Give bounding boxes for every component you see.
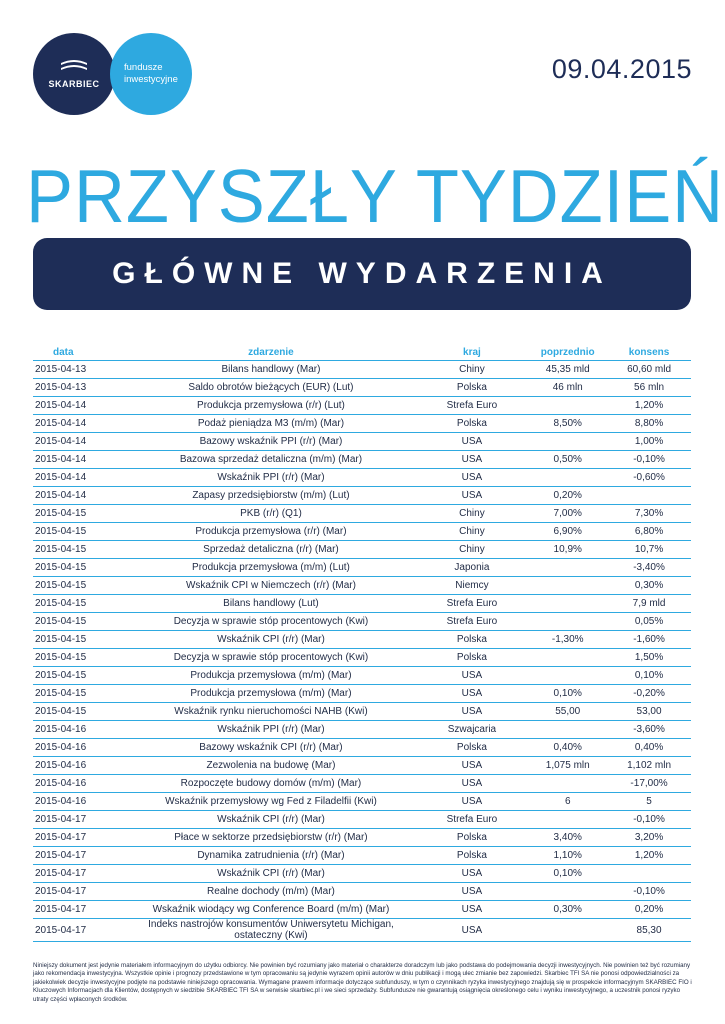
table-row [33, 523, 691, 541]
cell-date: 2015-04-15 [33, 631, 126, 649]
cell-country: USA [416, 487, 529, 505]
cell-date: 2015-04-17 [33, 865, 126, 883]
cell-event: PKB (r/r) (Q1) [126, 505, 415, 523]
table-row [33, 613, 691, 631]
cell-event: Realne dochody (m/m) (Mar) [126, 883, 415, 901]
cell-previous [528, 559, 607, 577]
cell-country: USA [416, 793, 529, 811]
table-row [33, 919, 691, 942]
cell-date: 2015-04-15 [33, 595, 126, 613]
cell-date: 2015-04-16 [33, 775, 126, 793]
cell-previous [528, 649, 607, 667]
table-row [33, 361, 691, 379]
table-row [33, 397, 691, 415]
cell-event: Produkcja przemysłowa (m/m) (Lut) [126, 559, 415, 577]
cell-consensus: 1,00% [607, 433, 691, 451]
table-header-row [33, 344, 691, 361]
cell-date: 2015-04-13 [33, 379, 126, 397]
cell-previous [528, 595, 607, 613]
cell-event: Produkcja przemysłowa (r/r) (Mar) [126, 523, 415, 541]
cell-consensus: 0,05% [607, 613, 691, 631]
cell-previous: 55,00 [528, 703, 607, 721]
cell-date: 2015-04-15 [33, 613, 126, 631]
cell-country: Polska [416, 739, 529, 757]
cell-consensus: 0,20% [607, 901, 691, 919]
cell-country: Chiny [416, 361, 529, 379]
cell-date: 2015-04-17 [33, 919, 126, 942]
cell-date: 2015-04-14 [33, 469, 126, 487]
cell-event: Wskaźnik CPI (r/r) (Mar) [126, 631, 415, 649]
cell-country: USA [416, 667, 529, 685]
cell-country: Niemcy [416, 577, 529, 595]
cell-previous: 8,50% [528, 415, 607, 433]
cell-country: USA [416, 865, 529, 883]
table-row [33, 793, 691, 811]
cell-date: 2015-04-16 [33, 757, 126, 775]
cell-previous [528, 721, 607, 739]
cell-consensus: 60,60 mld [607, 361, 691, 379]
cell-country: USA [416, 775, 529, 793]
cell-event: Wskaźnik CPI (r/r) (Mar) [126, 811, 415, 829]
cell-consensus: 7,9 mld [607, 595, 691, 613]
cell-event: Bazowy wskaźnik CPI (r/r) (Mar) [126, 739, 415, 757]
table-row [33, 667, 691, 685]
table-row [33, 451, 691, 469]
cell-date: 2015-04-15 [33, 523, 126, 541]
cell-consensus: -3,40% [607, 559, 691, 577]
skarbiec-logo [33, 33, 115, 115]
cell-date: 2015-04-17 [33, 901, 126, 919]
cell-event: Płace w sektorze przedsiębiorstw (r/r) (Mar) [126, 829, 415, 847]
cell-date: 2015-04-15 [33, 667, 126, 685]
cell-country: Chiny [416, 505, 529, 523]
cell-previous: 0,30% [528, 901, 607, 919]
cell-event: Rozpoczęte budowy domów (m/m) (Mar) [126, 775, 415, 793]
cell-event: Bazowa sprzedaż detaliczna (m/m) (Mar) [126, 451, 415, 469]
cell-country: USA [416, 703, 529, 721]
cell-consensus: 8,80% [607, 415, 691, 433]
table-row [33, 541, 691, 559]
cell-country: USA [416, 883, 529, 901]
table-row [33, 577, 691, 595]
table-row [33, 757, 691, 775]
funds-badge [110, 33, 192, 115]
cell-consensus: 6,80% [607, 523, 691, 541]
cell-consensus: 56 mln [607, 379, 691, 397]
cell-previous [528, 397, 607, 415]
skarbiec-logo-icon [59, 59, 89, 75]
cell-country: Polska [416, 631, 529, 649]
cell-country: Polska [416, 379, 529, 397]
table-row [33, 595, 691, 613]
cell-event: Sprzedaż detaliczna (r/r) (Mar) [126, 541, 415, 559]
cell-country: Japonia [416, 559, 529, 577]
cell-event: Bazowy wskaźnik PPI (r/r) (Mar) [126, 433, 415, 451]
cell-country: USA [416, 451, 529, 469]
cell-date: 2015-04-16 [33, 739, 126, 757]
badge-line-1: fundusze [124, 62, 163, 73]
header-consensus: konsens [628, 346, 670, 358]
cell-previous: 6,90% [528, 523, 607, 541]
table-row [33, 721, 691, 739]
cell-date: 2015-04-14 [33, 487, 126, 505]
cell-event: Saldo obrotów bieżących (EUR) (Lut) [126, 379, 415, 397]
cell-country: Chiny [416, 523, 529, 541]
table-row [33, 559, 691, 577]
table-row [33, 631, 691, 649]
cell-date: 2015-04-13 [33, 361, 126, 379]
cell-event: Zapasy przedsiębiorstw (m/m) (Lut) [126, 487, 415, 505]
cell-previous: 1,075 mln [528, 757, 607, 775]
table-row [33, 865, 691, 883]
table-row [33, 847, 691, 865]
cell-consensus: 53,00 [607, 703, 691, 721]
cell-previous [528, 433, 607, 451]
cell-country: Polska [416, 415, 529, 433]
page-title: PRZYSZŁY TYDZIEŃ [26, 154, 725, 238]
cell-previous [528, 919, 607, 942]
header-date: data [53, 346, 74, 358]
table-row [33, 829, 691, 847]
cell-country: USA [416, 901, 529, 919]
cell-event: Indeks nastrojów konsumentów Uniwersytetu Michigan, ostateczny (Kwi) [126, 919, 415, 942]
cell-previous [528, 667, 607, 685]
cell-event: Wskaźnik przemysłowy wg Fed z Filadelfii (Kwi) [126, 793, 415, 811]
header-event: zdarzenie [248, 346, 294, 358]
table-body [33, 361, 691, 942]
report-date: 09.04.2015 [551, 54, 692, 84]
table-row [33, 379, 691, 397]
cell-event: Wskaźnik CPI w Niemczech (r/r) (Mar) [126, 577, 415, 595]
table-row [33, 469, 691, 487]
cell-consensus: -3,60% [607, 721, 691, 739]
cell-country: Strefa Euro [416, 811, 529, 829]
table-row [33, 433, 691, 451]
cell-date: 2015-04-14 [33, 397, 126, 415]
cell-previous [528, 775, 607, 793]
cell-previous [528, 613, 607, 631]
cell-consensus: 3,20% [607, 829, 691, 847]
cell-event: Wskaźnik PPI (r/r) (Mar) [126, 469, 415, 487]
cell-event: Produkcja przemysłowa (m/m) (Mar) [126, 685, 415, 703]
cell-country: USA [416, 685, 529, 703]
cell-previous [528, 811, 607, 829]
cell-country: Polska [416, 649, 529, 667]
logo-text: SKARBIEC [48, 79, 100, 89]
cell-event: Wskaźnik wiodący wg Conference Board (m/m) (Mar) [126, 901, 415, 919]
events-table [33, 344, 691, 942]
cell-event: Wskaźnik PPI (r/r) (Mar) [126, 721, 415, 739]
cell-consensus: 1,50% [607, 649, 691, 667]
cell-previous: 7,00% [528, 505, 607, 523]
table-row [33, 883, 691, 901]
cell-event: Wskaźnik rynku nieruchomości NAHB (Kwi) [126, 703, 415, 721]
cell-previous: 3,40% [528, 829, 607, 847]
cell-date: 2015-04-14 [33, 433, 126, 451]
cell-date: 2015-04-15 [33, 649, 126, 667]
cell-event: Decyzja w sprawie stóp procentowych (Kwi) [126, 613, 415, 631]
table-row [33, 901, 691, 919]
cell-consensus: -0,10% [607, 883, 691, 901]
header-previous: poprzednio [540, 346, 595, 358]
cell-event: Produkcja przemysłowa (m/m) (Mar) [126, 667, 415, 685]
cell-event: Zezwolenia na budowę (Mar) [126, 757, 415, 775]
cell-consensus: -0,60% [607, 469, 691, 487]
cell-date: 2015-04-15 [33, 559, 126, 577]
table-row [33, 649, 691, 667]
cell-previous [528, 577, 607, 595]
cell-country: Strefa Euro [416, 613, 529, 631]
cell-country: Szwajcaria [416, 721, 529, 739]
table-row [33, 775, 691, 793]
cell-country: USA [416, 919, 529, 942]
cell-previous: 1,10% [528, 847, 607, 865]
badge-line-2: inwestycyjne [124, 74, 178, 85]
cell-consensus [607, 865, 691, 883]
cell-date: 2015-04-15 [33, 703, 126, 721]
cell-previous: -1,30% [528, 631, 607, 649]
cell-date: 2015-04-15 [33, 505, 126, 523]
cell-event: Produkcja przemysłowa (r/r) (Lut) [126, 397, 415, 415]
cell-country: Chiny [416, 541, 529, 559]
table-row [33, 703, 691, 721]
cell-previous: 0,10% [528, 685, 607, 703]
cell-event: Wskaźnik CPI (r/r) (Mar) [126, 865, 415, 883]
cell-previous: 6 [528, 793, 607, 811]
cell-consensus: -0,10% [607, 811, 691, 829]
cell-consensus: -17,00% [607, 775, 691, 793]
cell-previous: 45,35 mld [528, 361, 607, 379]
cell-date: 2015-04-17 [33, 883, 126, 901]
cell-country: Polska [416, 847, 529, 865]
cell-consensus: -1,60% [607, 631, 691, 649]
cell-country: USA [416, 469, 529, 487]
cell-consensus: 5 [607, 793, 691, 811]
cell-consensus: 1,102 mln [607, 757, 691, 775]
cell-consensus: -0,20% [607, 685, 691, 703]
cell-previous: 0,10% [528, 865, 607, 883]
cell-event: Podaż pieniądza M3 (m/m) (Mar) [126, 415, 415, 433]
table-row [33, 811, 691, 829]
cell-consensus: 85,30 [607, 919, 691, 942]
cell-country: Strefa Euro [416, 595, 529, 613]
cell-event: Bilans handlowy (Mar) [126, 361, 415, 379]
header-country: kraj [463, 346, 481, 358]
cell-country: Strefa Euro [416, 397, 529, 415]
cell-event: Dynamika zatrudnienia (r/r) (Mar) [126, 847, 415, 865]
table-row [33, 685, 691, 703]
cell-consensus: -0,10% [607, 451, 691, 469]
cell-consensus [607, 487, 691, 505]
cell-date: 2015-04-15 [33, 541, 126, 559]
cell-date: 2015-04-16 [33, 721, 126, 739]
cell-consensus: 1,20% [607, 397, 691, 415]
cell-country: USA [416, 433, 529, 451]
cell-previous: 0,20% [528, 487, 607, 505]
table-row [33, 739, 691, 757]
cell-consensus: 1,20% [607, 847, 691, 865]
cell-event: Decyzja w sprawie stóp procentowych (Kwi) [126, 649, 415, 667]
table-row [33, 487, 691, 505]
cell-previous [528, 883, 607, 901]
cell-consensus: 0,10% [607, 667, 691, 685]
cell-previous: 10,9% [528, 541, 607, 559]
cell-date: 2015-04-17 [33, 847, 126, 865]
table-row [33, 505, 691, 523]
cell-consensus: 0,30% [607, 577, 691, 595]
cell-date: 2015-04-15 [33, 577, 126, 595]
disclaimer: Niniejszy dokument jest jedynie materiałem informacyjnym do użytku odbiorcy. Nie powinien być rozumiany jako materiał o charakterze doradczym lub jako podstawa do podejmowania decyzji inwestycyjnych. Nie powinien też być rozumiany jako rekomendacja inwestycyjna. Wszystkie opinie i prognozy przedstawione w tym opracowaniu są jedynie wyrazem opinii autorów w dniu publikacji i mogą ulec zmianie bez zapowiedzi. Skarbiec TFI SA nie ponosi odpowiedzialności za jakiekolwiek decyzje inwestycyjne podjęte na podstawie niniejszego opracowania. Wymagane prawem informacje dotyczące subfunduszy, w tym o czynnikach ryzyka inwestycyjnego znajdują się w prospekcie informacyjnym SKARBIEC FIO i Kluczowych Informacjach dla Klientów, dostępnych w siedzibie SKARBIEC TFI SA w serwisie skarbiec.pl i we sieci sprzedaży. Subfundusze nie gwarantują osiągnięcia określonego celu i wyniku inwestycyjnego, a uczestnik ponosi ryzyko utraty części wpłaconych środków. [33, 962, 692, 1003]
cell-date: 2015-04-15 [33, 685, 126, 703]
cell-event: Bilans handlowy (Lut) [126, 595, 415, 613]
cell-date: 2015-04-17 [33, 829, 126, 847]
cell-consensus: 0,40% [607, 739, 691, 757]
cell-country: Polska [416, 829, 529, 847]
cell-previous: 46 mln [528, 379, 607, 397]
cell-consensus: 7,30% [607, 505, 691, 523]
section-banner: GŁÓWNE WYDARZENIA [33, 238, 691, 310]
table-row [33, 415, 691, 433]
cell-previous: 0,50% [528, 451, 607, 469]
cell-date: 2015-04-14 [33, 415, 126, 433]
cell-date: 2015-04-16 [33, 793, 126, 811]
cell-date: 2015-04-17 [33, 811, 126, 829]
cell-consensus: 10,7% [607, 541, 691, 559]
cell-previous [528, 469, 607, 487]
cell-previous: 0,40% [528, 739, 607, 757]
cell-country: USA [416, 757, 529, 775]
cell-date: 2015-04-14 [33, 451, 126, 469]
